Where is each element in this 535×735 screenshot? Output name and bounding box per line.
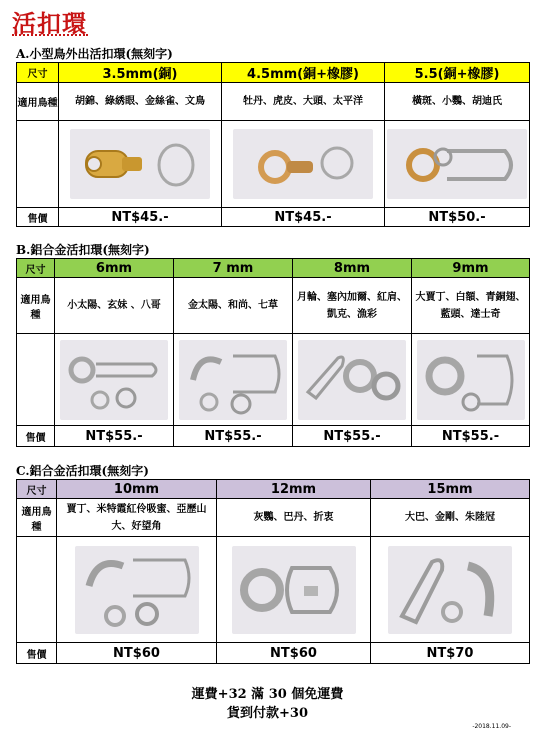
size-label: 尺寸 (17, 259, 55, 278)
aluminium-clip-photo (75, 546, 199, 634)
empty-label-cell (17, 537, 57, 643)
product-photo-cell (222, 121, 385, 208)
aluminium-carabiner-photo (388, 546, 512, 634)
birds-cell: 月輪、塞內加爾、紅肩、凱克、漁彩 (293, 278, 412, 334)
product-photo-cell (57, 537, 217, 643)
price-cell: NT$60 (217, 643, 371, 664)
section-a-heading: A.小型鳥外出活扣環(無刻字) (16, 47, 173, 61)
birds-cell: 胡錦、綠綉眼、金絲雀、文鳥 (59, 83, 222, 121)
aluminium-clip-photo (417, 340, 525, 420)
product-photo-cell (385, 121, 530, 208)
size-cell: 4.5mm(銅+橡膠) (222, 63, 385, 83)
product-photo-cell (55, 334, 174, 426)
price-label: 售價 (17, 643, 57, 664)
section-b-heading: B.鋁合金活扣環(無刻字) (16, 243, 150, 257)
table-a (16, 62, 530, 227)
shipping-note: 運費+32 滿 30 個免運費 (191, 687, 344, 702)
product-photo-cell (217, 537, 371, 643)
birds-cell: 灰鸚、巴丹、折衷 (217, 499, 371, 537)
size-cell: 5.5(銅+橡膠) (385, 63, 530, 83)
size-label: 尺寸 (17, 480, 57, 499)
product-photo-cell (293, 334, 412, 426)
aluminium-carabiner-photo (232, 546, 356, 634)
price-cell: NT$45.- (59, 208, 222, 227)
price-cell: NT$55.- (55, 426, 174, 447)
section-c-heading: C.鋁合金活扣環(無刻字) (16, 464, 149, 478)
birds-label: 適用鳥種 (17, 499, 57, 537)
price-cell: NT$55.- (174, 426, 293, 447)
copper-rubber-ring-photo (233, 129, 373, 199)
brass-ring-photo (70, 129, 210, 199)
size-cell: 7 mm (174, 259, 293, 278)
cod-note: 貨到付款+30 (227, 706, 308, 721)
birds-cell: 金太陽、和尚、七草 (174, 278, 293, 334)
product-photo-cell (412, 334, 530, 426)
size-cell: 12mm (217, 480, 371, 499)
table-c (16, 479, 530, 664)
size-cell: 15mm (371, 480, 530, 499)
size-label: 尺寸 (17, 63, 59, 83)
empty-label-cell (17, 121, 59, 208)
price-cell: NT$45.- (222, 208, 385, 227)
size-cell: 9mm (412, 259, 530, 278)
price-label: 售價 (17, 426, 55, 447)
birds-cell: 牡丹、虎皮、大頭、太平洋 (222, 83, 385, 121)
birds-cell: 大賈丁、白額、青銅翅、藍頭、達士奇 (412, 278, 530, 334)
table-b (16, 258, 530, 447)
birds-label: 適用鳥種 (17, 83, 59, 121)
page-title: 活扣環 (12, 9, 87, 38)
empty-label-cell (17, 334, 55, 426)
birds-cell: 橫斑、小鸚、胡迪氏 (385, 83, 530, 121)
price-label: 售價 (17, 208, 59, 227)
aluminium-clip-photo (298, 340, 406, 420)
size-cell: 3.5mm(銅) (59, 63, 222, 83)
copper-clip-photo (387, 129, 527, 199)
product-photo-cell (371, 537, 530, 643)
birds-cell: 賈丁、米特霞紅伶吸蜜、亞歷山大、好望角 (57, 499, 217, 537)
birds-label: 適用鳥種 (17, 278, 55, 334)
size-cell: 6mm (55, 259, 174, 278)
aluminium-clip-photo (60, 340, 168, 420)
product-photo-cell (174, 334, 293, 426)
price-cell: NT$60 (57, 643, 217, 664)
size-cell: 8mm (293, 259, 412, 278)
document-date: -2018.11.09- (472, 723, 511, 730)
price-cell: NT$55.- (293, 426, 412, 447)
birds-cell: 小太陽、玄妹 、八哥 (55, 278, 174, 334)
product-photo-cell (59, 121, 222, 208)
aluminium-clip-photo (179, 340, 287, 420)
birds-cell: 大巴、金剛、朱陸冠 (371, 499, 530, 537)
price-cell: NT$50.- (385, 208, 530, 227)
size-cell: 10mm (57, 480, 217, 499)
price-cell: NT$55.- (412, 426, 530, 447)
title-underline (12, 34, 88, 36)
price-cell: NT$70 (371, 643, 530, 664)
